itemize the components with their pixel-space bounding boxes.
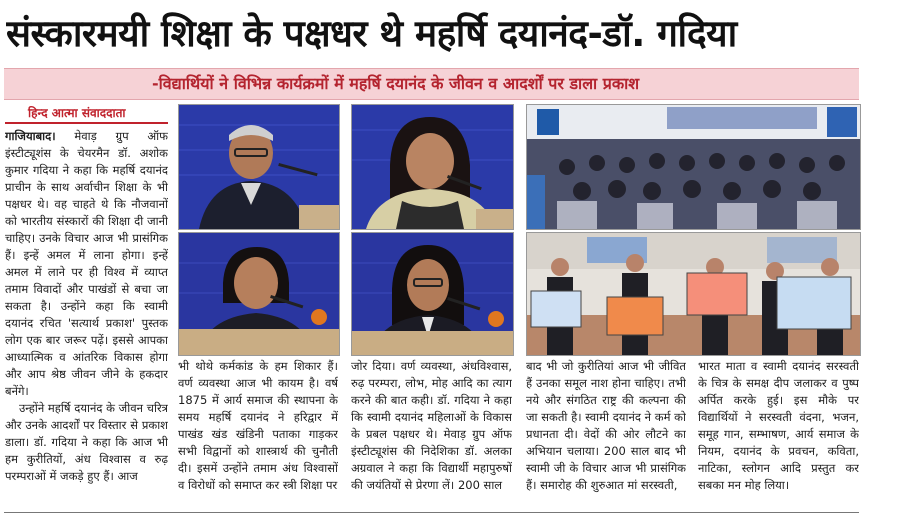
byline: हिन्द आत्मा संवाददाता bbox=[28, 106, 126, 120]
byline-divider bbox=[5, 122, 168, 124]
paragraph-text: मेवाड़ ग्रुप ऑफ इंस्टीट्यूशंस के चेयरमैन डॉ. अशोक कुमार गदिया ने कहा कि महर्षि दयानंद प्राचीन के साथ अर्वाचीन शिक्षा के भी पक्षधर थे। वह चाहते थे कि नौजवानों को भारतीय संस्कारों की शिक्षा दी जानी चाहिए। उनके विचार आज भी प्रासंगिक हैं। इन्हें अमल में लाना होगा। इन्हें अमल में लाने पर ही विश्व में व्याप्त तमाम विवादों और पाखंडों से बचा जा सकता है। उन्होंने कहा कि स्वामी दयानंद रचित 'सत्यार्थ प्रकाश' पुस्तक लोग एक बार जरूर पढ़ें। इससे आपका आध्यात्मिक व आंतरिक विकास होगा और आप श्रेष्ठ जीवन जीने के हकदार बनेंगे। bbox=[5, 129, 168, 398]
dateline: गाजियाबाद। bbox=[5, 129, 56, 143]
man-speaking-at-podium-photo bbox=[178, 104, 340, 230]
woman-speaking-at-podium-photo bbox=[351, 104, 514, 230]
article-column-5 bbox=[698, 358, 859, 512]
article-column-2 bbox=[178, 358, 338, 512]
bottom-divider bbox=[4, 512, 859, 513]
subheadline-bar bbox=[4, 68, 859, 100]
article-column-1 bbox=[5, 128, 168, 512]
auditorium-audience-photo bbox=[526, 104, 861, 230]
article-paragraph: बाद भी जो कुरीतियां आज भी जीवित हैं उनका समूल नाश होना चाहिए। तभी नये और संगठित राष्ट्र की कल्पना की जा सकती है। स्वामी दयानंद ने कर्म को प्रधानता दी। वेदों की ओर लौटने का अभियान चलाया। 200 साल बाद भी स्वामी जी के विचार आज भी प्रासंगिक हैं। समारोह की शुरुआत मां सरस्वती, bbox=[526, 359, 686, 492]
article-paragraph: भारत माता व स्वामी दयानंद सरस्वती के चित्र के समक्ष दीप जलाकर व पुष्प अर्पित करके हुई। इस मौके पर विद्यार्थियों ने सरस्वती वंदना, भजन, समूह गान, सम्भाषण, आर्य समाज के नियम, दयानंद के प्रवचन, कविता, नाटिका, स्लोगन आदि प्रस्तुत कर सबका मन मोह लिया। bbox=[698, 359, 859, 492]
article-paragraph: जोर दिया। वर्ण व्यवस्था, अंधविश्वास, रुढ़ परम्परा, लोभ, मोह आदि का त्याग करने की बात कही। डॉ. गदिया ने कहा कि स्वामी दयानंद महिलाओं के विकास के प्रबल पक्षधर थे। मेवाड़ ग्रुप ऑफ इंस्टीट्यूशंस की निदेशिका डॉ. अलका अग्रवाल ने कहा कि विद्यार्थी महापुरुषों की जयंतियों से प्रेरणा लें। 200 साल bbox=[351, 359, 512, 492]
subheadline: -विद्यार्थियों ने विभिन्न कार्यक्रमों में महर्षि दयानंद के जीवन व आदर्शों पर डाला प्रकाश bbox=[152, 74, 640, 93]
article-column-4 bbox=[526, 358, 686, 512]
article-column-3 bbox=[351, 358, 512, 512]
article-paragraph bbox=[5, 128, 168, 400]
headline: संस्कारमयी शिक्षा के पक्षधर थे महर्षि दयानंद-डॉ. गदिया bbox=[6, 12, 737, 55]
article-paragraph: उन्होंने महर्षि दयानंद के जीवन चरित्र और उनके आदर्शों पर विस्तार से प्रकाश डाला। डॉ. गदिया ने कहा कि आज भी हम कुरीतियों, अंध विश्वास व रुढ़ परम्पराओं में जकड़े हुए हैं। आज bbox=[5, 401, 168, 483]
article-paragraph: भी थोथे कर्मकांड के हम शिकार हैं। वर्ण व्यवस्था आज भी कायम है। वर्ष 1875 में आर्य समाज की स्थापना के समय महर्षि दयानंद ने हरिद्वार में पाखंड खंड खंडिनी पताका गाड़कर सभी विद्वानों को शास्त्रार्थ की चुनौती दी। इसमें उन्होंने तमाम अंध विश्वासों व विरोधों को समाप्त कर स्त्री शिक्षा पर bbox=[178, 359, 338, 492]
student-speaking-at-podium-photo bbox=[178, 232, 340, 356]
students-holding-slogan-placards-photo bbox=[526, 232, 861, 356]
student-speaking-at-podium-photo bbox=[351, 232, 514, 356]
